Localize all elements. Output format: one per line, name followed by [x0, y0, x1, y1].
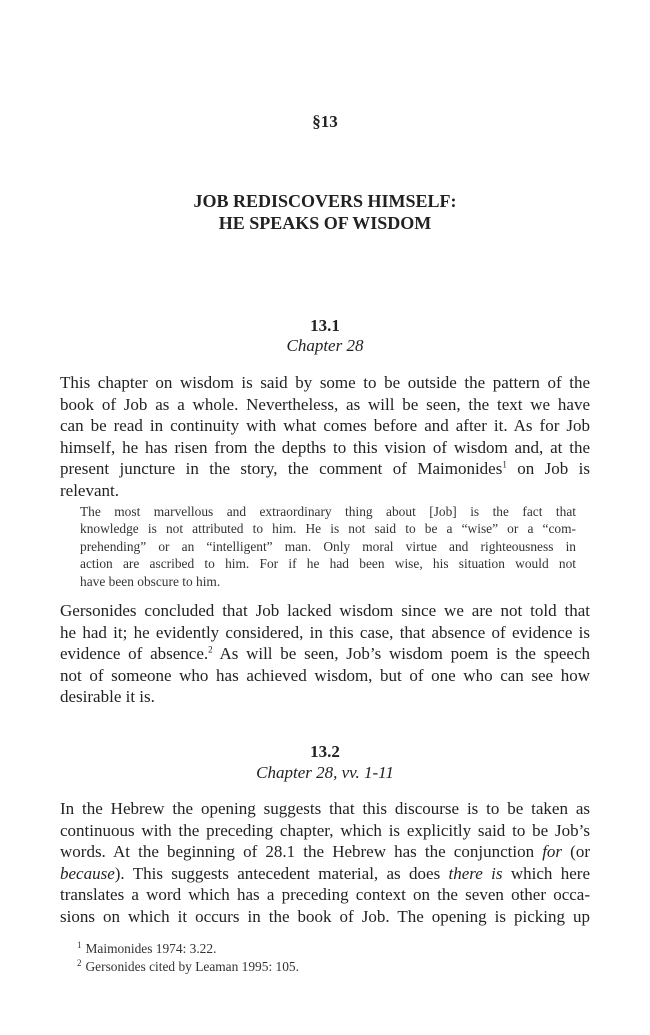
- footnote-text: Gersonides cited by Leaman 1995: 105.: [85, 959, 299, 974]
- text-line: Gersonides concluded that Job lacked wisdom since we are not told that: [60, 601, 590, 620]
- text-fragment: (or: [562, 842, 590, 862]
- text-line: relevant.: [60, 480, 119, 500]
- chapter-title-line-2: HE SPEAKS OF WISDOM: [218, 213, 432, 233]
- text-line: not of someone who has achieved wisdom, but of one who can see how: [60, 665, 590, 685]
- text-fragment: evidence of absence.: [60, 644, 209, 664]
- paragraph-3: [60, 798, 590, 928]
- footnote-1: [77, 940, 216, 957]
- text-fragment: ). This suggests antecedent material, as does: [114, 863, 449, 883]
- footnote-number: 1: [77, 939, 82, 950]
- text-line: In the Hebrew the opening suggests that this discourse is to be taken as: [60, 799, 590, 818]
- section-mark: §13: [312, 112, 338, 131]
- italic-text: there is: [448, 863, 503, 883]
- italic-text: because: [60, 863, 115, 883]
- quote-line: have been obscure to him.: [80, 573, 221, 589]
- text-line: sions on which it occurs in the book of Job. The opening is picking up: [60, 906, 590, 926]
- text-fragment: which here: [502, 863, 590, 883]
- section-subtitle-13-2: Chapter 28, vv. 1-11: [256, 763, 394, 782]
- text-fragment: present juncture in the story, the comment of Maimonides: [60, 459, 503, 479]
- text-line: desirable it is.: [60, 687, 155, 707]
- text-line: [60, 458, 590, 480]
- chapter-title: [0, 190, 650, 234]
- text-fragment: on Job is: [506, 459, 590, 479]
- text-line: This chapter on wisdom is said by some to be outside the pattern of the: [60, 373, 590, 392]
- paragraph-1: [60, 372, 590, 502]
- footnote-text: Maimonides 1974: 3.22.: [85, 941, 217, 956]
- section-subtitle-13-1: Chapter 28: [286, 336, 364, 355]
- paragraph-2: [60, 600, 590, 708]
- text-line: continuous with the preceding chapter, which is explicitly said to be Job’s: [60, 820, 590, 840]
- section-number-13-2: 13.2: [310, 742, 340, 761]
- quote-line: The most marvellous and extraordinary thing about [Job] is the fact that: [80, 504, 576, 519]
- text-fragment: As will be seen, Job’s wisdom poem is the speech: [212, 644, 590, 664]
- section-number-13-1: 13.1: [310, 316, 340, 335]
- quote-line: prehending” or an “intelligent” man. Only moral virtue and righteousness in: [80, 538, 576, 554]
- quote-line: action are ascribed to him. For if he had been wise, his situation would not: [80, 556, 576, 572]
- quote-line: knowledge is not attributed to him. He is not said to be a “wise” or a “com-: [80, 521, 576, 537]
- text-line: [60, 863, 590, 885]
- text-line: [60, 841, 590, 863]
- footnote-ref-1[interactable]: 1: [502, 459, 507, 470]
- text-line: book of Job as a whole. Nevertheless, as will be seen, the text we have: [60, 394, 590, 414]
- block-quote: [80, 503, 576, 590]
- footnote-2: [77, 958, 299, 975]
- chapter-title-line-1: JOB REDISCOVERS HIMSELF:: [193, 191, 457, 211]
- italic-text: for: [542, 842, 563, 862]
- footnote-number: 2: [77, 957, 82, 968]
- text-line: himself, he has risen from the depths to this vision of wisdom and, at the: [60, 437, 590, 457]
- text-line: translates a word which has a preceding context on the seven other occa-: [60, 885, 590, 905]
- text-fragment: words. At the beginning of 28.1 the Hebrew has the conjunction: [60, 842, 543, 862]
- text-line: can be read in continuity with what comes before and after it. As for Job: [60, 416, 590, 436]
- footnote-ref-2[interactable]: 2: [208, 644, 213, 655]
- text-line: he had it; he evidently considered, in this case, that absence of evidence is: [60, 622, 590, 642]
- text-line: [60, 643, 590, 665]
